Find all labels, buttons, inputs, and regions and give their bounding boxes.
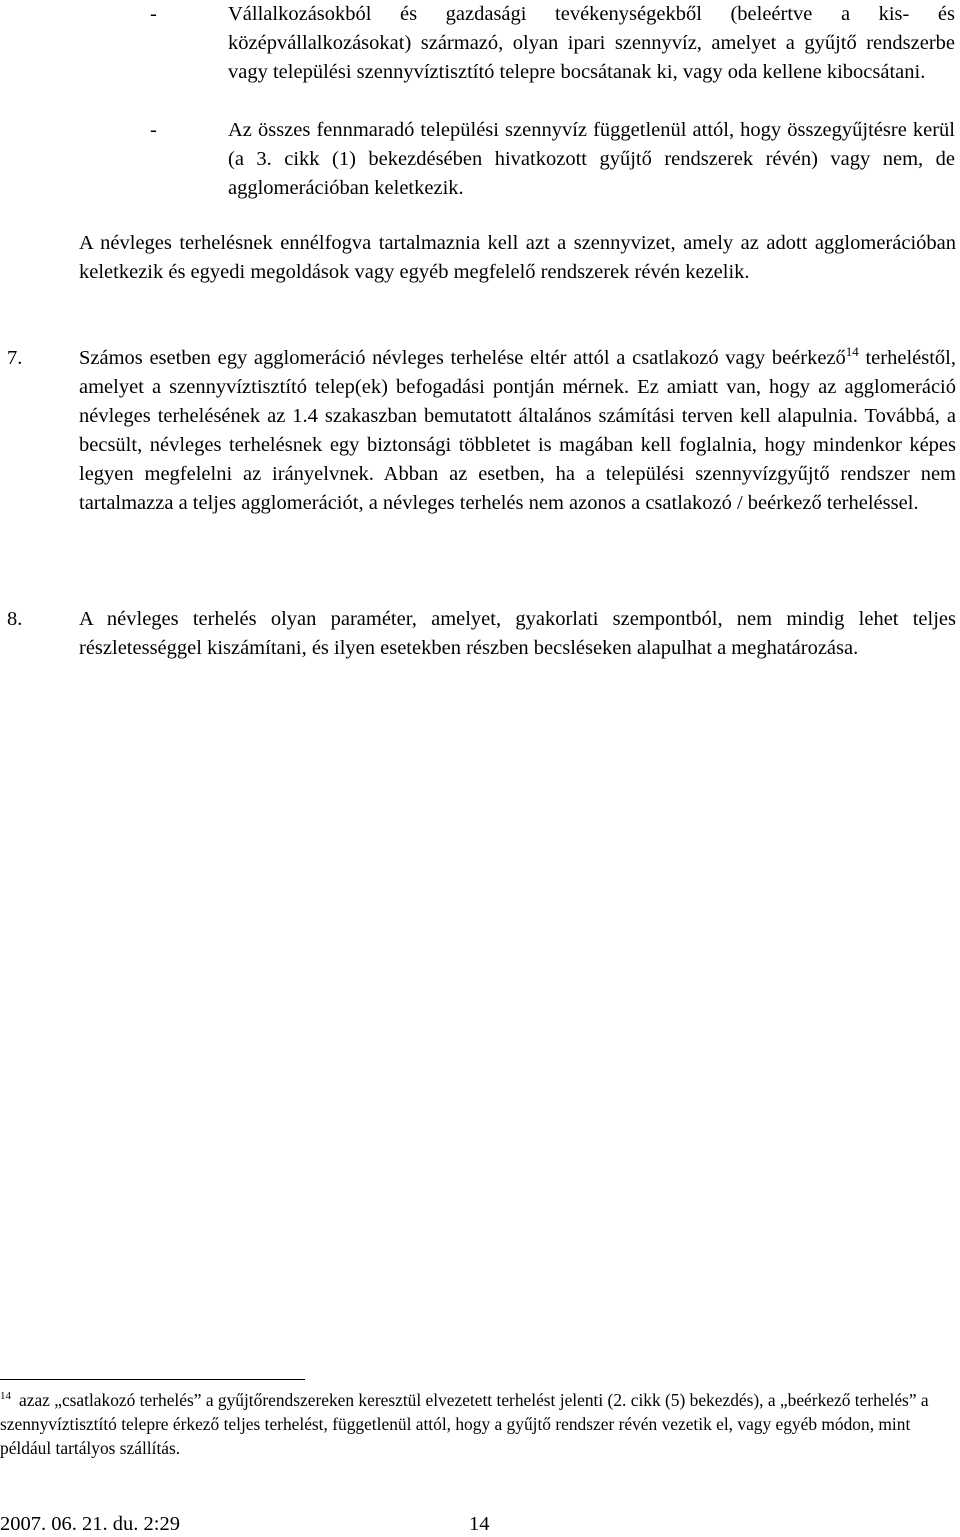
footnote-text: azaz „csatlakozó terhelés” a gyűjtőrendszereken keresztül elvezetett terhelést jelenti (2. cikk (5) bekezdés), a „beérkező terhelés” a szennyvíztisztító telepre érkező teljes terhelést, függetlenül attól, hogy a gyűjtő rendszer révén vezetik el, vagy egyéb módon, mint például tartályos szállítás. xyxy=(0,1390,929,1458)
paragraph-number: 8. xyxy=(7,608,23,630)
paragraph-text xyxy=(79,344,956,518)
footer-date: 2007. 06. 21. du. 2:29 xyxy=(0,1513,180,1535)
paragraph-text-rest: terheléstől, amelyet a szennyvíztisztító telep(ek) befogadási pontján mérnek. Ez amiatt van, hogy az agglomeráció névleges terhelésének az 1.4 szakaszban bemutatott általános számítási terven kell alapulnia. Továbbá, a becsült, névleges terhelésnek egy biztonsági többletet is magában kell foglalnia, hogy mindenkor képes legyen megfelelni az irányelvnek. Abban az esetben, ha a települési szennyvízgyűjtő rendszer nem tartalmazza a teljes agglomerációt, a névleges terhelés nem azonos a csatlakozó / beérkező terheléssel. xyxy=(79,347,956,514)
footnote-separator xyxy=(0,1379,305,1380)
paragraph-text-start: Számos esetben egy agglomeráció névleges terhelése eltér attól a csatlakozó vagy beérkező xyxy=(79,347,846,369)
bullet-item-remaining-wastewater xyxy=(150,116,960,204)
footnote xyxy=(0,1388,940,1460)
bullet-dash: - xyxy=(150,119,157,141)
bullet-item-industrial-wastewater xyxy=(150,0,960,116)
paragraph-number: 7. xyxy=(7,347,23,369)
bullet-text: Az összes fennmaradó települési szennyvíz függetlenül attól, hogy összegyűjtésre kerül (a 3. cikk (1) bekezdésében hivatkozott gyűjtő rendszerek révén) vagy nem, de agglomerációban keletkezik. xyxy=(228,119,955,199)
paragraph-text: A névleges terhelés olyan paraméter, amelyet, gyakorlati szempontból, nem mindig lehet teljes részletességgel kiszámítani, és ilyen esetekben részben becsléseken alapulhat a meghatározása. xyxy=(79,608,956,659)
footnote-mark: 14 xyxy=(0,1390,11,1403)
bullet-text: Vállalkozásokból és gazdasági tevékenységekből (beleértve a kis- és középvállalkozásokat) származó, olyan ipari szennyvíz, amelyet a gyűjtő rendszerbe vagy települési szennyvíztisztító telepre bocsátanak ki, vagy oda kellene kibocsátani. xyxy=(228,3,955,83)
footer-page-number: 14 xyxy=(469,1513,490,1535)
body-paragraph: A névleges terhelésnek ennélfogva tartalmaznia kell azt a szennyvizet, amely az adott agglomerációban keletkezik és egyedi megoldások vagy egyéb megfelelő rendszerek révén kezelik. xyxy=(79,232,956,283)
footnote-reference[interactable]: 14 xyxy=(845,344,859,360)
bullet-dash: - xyxy=(150,3,157,25)
